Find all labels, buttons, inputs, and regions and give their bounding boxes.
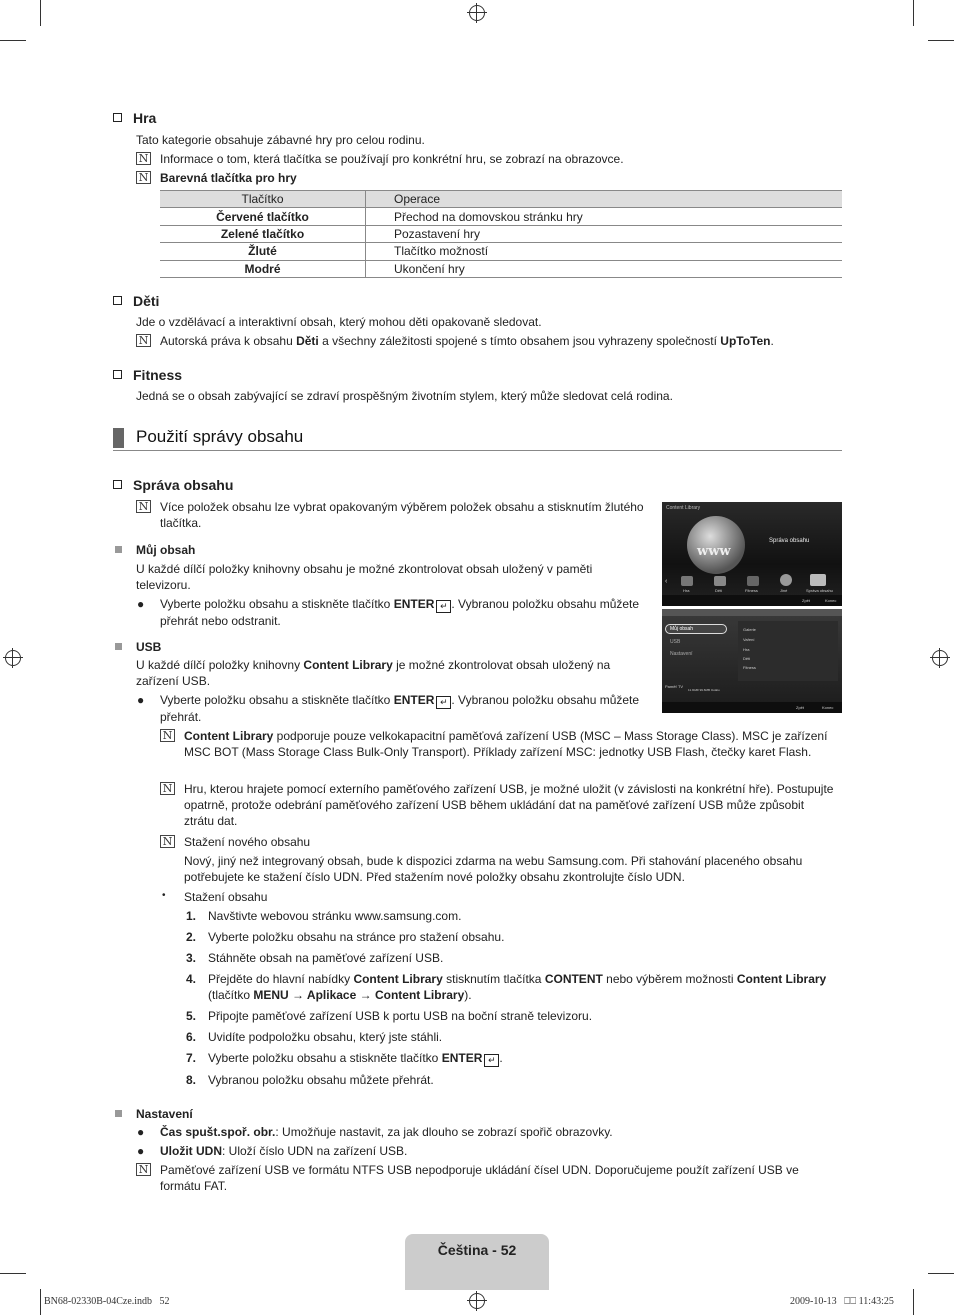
deti-desc: Jde o vzdělávací a interaktivní obsah, který mohou děti opakovaně sledovat. — [136, 315, 542, 329]
bullet-dot: ● — [137, 1144, 145, 1158]
item-icon — [681, 576, 693, 586]
bullet-small: • — [162, 890, 166, 901]
table-row — [160, 260, 842, 277]
heading-fitness: Fitness — [113, 366, 182, 384]
back-hint: Zpět — [796, 705, 805, 710]
menu-item: Můj obsah — [670, 626, 694, 632]
exit-hint: Konec — [825, 598, 837, 603]
enter-icon: ↵ — [484, 1054, 499, 1067]
registration-mark-icon — [5, 650, 21, 666]
heading-deti: Děti — [113, 292, 159, 310]
tv-screenshot-content-library — [662, 502, 842, 606]
item-icon — [780, 574, 792, 586]
note-icon: N — [136, 1163, 151, 1176]
checkbox-bullet-icon — [113, 113, 122, 122]
date-info: 2009-10-13 ⎕⎕ 11:43:25 — [790, 1296, 894, 1307]
deti-note: Autorská práva k obsahu Děti a všechny záležitosti spojené s tímto obsahem jsou vyhrazeny společností UpToTen. — [160, 334, 774, 348]
list-item: Galerie — [743, 627, 756, 632]
enter-icon: ↵ — [436, 696, 451, 709]
memory-label: Paměť TV — [665, 684, 684, 689]
sprava-note: Více položek obsahu lze vybrat opakovaným výběrem položek obsahu a stisknutím žlutého tlačítka. — [160, 500, 644, 530]
table-header: Tlačítko — [160, 191, 366, 208]
muj-desc: U každé dílčí položky knihovny obsahu je možné zkontrolovat obsah uložený v paměti televizoru. — [136, 562, 593, 592]
table-cell: Žluté — [160, 243, 366, 260]
square-bullet-icon — [115, 1110, 122, 1117]
step-6: Uvidíte podpoložku obsahu, který jste stáhli. — [208, 1030, 443, 1044]
usb-desc: U každé dílčí položky knihovny Content Library je možné zkontrolovat obsah uložený na zařízení USB. — [136, 658, 611, 688]
page-number: Čeština - 52 — [437, 1242, 517, 1258]
table-header: Operace — [366, 191, 843, 208]
bullet-dot: ● — [137, 1125, 145, 1139]
item-label: Děti — [715, 588, 723, 593]
item-icon — [714, 576, 726, 586]
screen-header: Content Library — [666, 505, 701, 511]
list-item: Vaření — [743, 637, 755, 642]
step-number: 3. — [186, 951, 197, 965]
enter-icon: ↵ — [436, 600, 451, 613]
table-header-row — [160, 191, 842, 208]
item-label: Fitness — [745, 588, 758, 593]
nastaveni-bullet-1: Čas spušt.spoř. obr.: Umožňuje nastavit, za jak dlouho se zobrazí spořič obrazovky. — [160, 1125, 613, 1139]
menu-item: Nastavení — [670, 651, 693, 657]
note-icon: N — [136, 334, 151, 347]
heading-hra: Hra — [113, 109, 156, 127]
table-cell: Ukončení hry — [366, 260, 843, 277]
square-bullet-icon — [115, 546, 122, 553]
crop-mark — [0, 40, 26, 41]
crop-mark — [40, 1289, 41, 1315]
usb-note-3-text: Nový, jiný než integrovaný obsah, bude k dispozici zdarma na webu Samsung.com. Při stahování placeného obsahu potřebujete ke stažení číslo UDN. Před stažením nové položky obsahu zkontrolujte číslo UDN. — [184, 854, 803, 884]
step-number: 2. — [186, 930, 197, 944]
back-hint: Zpět — [802, 598, 811, 603]
usb-note-1: Content Library podporuje pouze velkokapacitní paměťová zařízení USB (MSC – Mass Storage Class). MSC je zařízení MSC BOT (Mass Storage Class Bulk-Only Transport). Příklady zařízení MSC: jednotky USB Flash, čtečky karet Flash. — [184, 729, 828, 759]
exit-hint: Konec — [822, 705, 834, 710]
list-item: Děti — [743, 656, 751, 661]
list-item: Fitness — [743, 665, 756, 670]
table-cell: Tlačítko možností — [366, 243, 843, 260]
square-bullet-icon — [115, 643, 122, 650]
item-label: Správa obsahu — [806, 588, 833, 593]
table-row — [160, 243, 842, 260]
file-info: BN68-02330B-04Cze.indb 52 — [44, 1296, 170, 1307]
table-cell: Modré — [160, 260, 366, 277]
note-icon: N — [136, 171, 151, 184]
checkbox-bullet-icon — [113, 480, 122, 489]
step-5: Připojte paměťové zařízení USB k portu USB na boční straně televizoru. — [208, 1009, 593, 1023]
nastaveni-note: Paměťové zařízení USB ve formátu NTFS USB nepodporuje ukládání čísel UDN. Doporučujeme použít zařízení USB ve formátu FAT. — [160, 1163, 799, 1193]
note-icon: N — [160, 729, 175, 742]
step-number: 8. — [186, 1073, 197, 1087]
table-cell: Červené tlačítko — [160, 208, 366, 225]
heading-muj-obsah: Můj obsah — [136, 543, 196, 557]
registration-mark-icon — [469, 1293, 485, 1309]
fitness-desc: Jedná se o obsah zabývající se zdraví prospěšným životním stylem, který může sledovat celá rodina. — [136, 389, 673, 403]
heading-nastaveni: Nastavení — [136, 1107, 193, 1121]
step-number: 6. — [186, 1030, 197, 1044]
usb-note-2: Hru, kterou hrajete pomocí externího paměťového zařízení USB, je možné uložit (v závislosti na konkrétní hře). Postupujte opatrně, protože odebrání paměťového zařízení USB během ukládání dat na paměťové zařízení USB může způsobit ztrátu dat. — [184, 782, 834, 828]
registration-mark-icon — [932, 650, 948, 666]
item-icon — [747, 576, 759, 586]
table-cell: Pozastavení hry — [366, 225, 843, 242]
crop-mark — [0, 1273, 26, 1274]
crop-mark — [928, 40, 954, 41]
item-label: Jiné — [780, 588, 788, 593]
memory-value: 11.9GB/ 99.6MB Izolátu — [688, 688, 720, 692]
usb-bullet: Vyberte položku obsahu a stiskněte tlačítko ENTER ↵ . Vybranou položku obsahu můžete přehrát. — [160, 693, 640, 724]
checkbox-bullet-icon — [113, 370, 122, 379]
section-title — [113, 426, 842, 451]
color-buttons-table — [160, 190, 842, 278]
menu-item: USB — [670, 639, 681, 645]
screen-topbar — [662, 609, 842, 616]
hra-desc: Tato kategorie obsahuje zábavné hry pro celou rodinu. — [136, 133, 425, 147]
list-item: Hra — [743, 647, 750, 652]
download-subtitle: Stažení obsahu — [184, 890, 268, 904]
section-title-text: Použití správy obsahu — [136, 427, 304, 446]
step-2: Vyberte položku obsahu na stránce pro stažení obsahu. — [208, 930, 505, 944]
step-7: Vyberte položku obsahu a stiskněte tlačítko ENTER ↵ . — [208, 1051, 503, 1065]
step-number: 4. — [186, 972, 197, 986]
note-icon: N — [136, 500, 151, 513]
step-number: 1. — [186, 909, 197, 923]
step-3: Stáhněte obsah na paměťové zařízení USB. — [208, 951, 444, 965]
hra-note-2: Barevná tlačítka pro hry — [160, 171, 297, 185]
item-label: Hra — [683, 588, 690, 593]
note-icon: N — [160, 835, 175, 848]
muj-bullet: Vyberte položku obsahu a stiskněte tlačítko ENTER ↵ . Vybranou položku obsahu můžete přehrát nebo odstranit. — [160, 597, 640, 628]
section-bar — [113, 428, 124, 448]
note-icon: N — [136, 152, 151, 165]
bullet-dot: ● — [137, 693, 145, 707]
hra-note-1: Informace o tom, která tlačítka se používají pro konkrétní hru, se zobrazí na obrazovce. — [160, 152, 624, 166]
www-graphic: www — [697, 544, 731, 559]
page-number-box — [405, 1234, 549, 1290]
screen-label: Správa obsahu — [769, 538, 810, 544]
table-cell: Zelené tlačítko — [160, 225, 366, 242]
left-arrow-icon: ‹ — [665, 578, 668, 585]
table-row — [160, 208, 842, 225]
registration-mark-icon — [469, 5, 485, 21]
step-8: Vybranou položku obsahu můžete přehrát. — [208, 1073, 434, 1087]
tv-screenshot-my-content — [662, 609, 842, 713]
usb-note-3-title: Stažení nového obsahu — [184, 835, 311, 849]
crop-mark — [913, 1289, 914, 1315]
heading-usb: USB — [136, 640, 162, 654]
bullet-dot: ● — [137, 597, 145, 611]
nastaveni-bullet-2: Uložit UDN: Uloží číslo UDN na zařízení USB. — [160, 1144, 408, 1158]
bottom-bar — [662, 595, 842, 606]
crop-mark — [913, 0, 914, 26]
note-icon: N — [160, 782, 175, 795]
crop-mark — [928, 1273, 954, 1274]
step-1: Navštivte webovou stránku www.samsung.com. — [208, 909, 462, 923]
step-number: 5. — [186, 1009, 197, 1023]
bottom-bar — [662, 702, 842, 713]
heading-sprava-obsahu: Správa obsahu — [113, 476, 233, 494]
crop-mark — [40, 0, 41, 26]
step-number: 7. — [186, 1051, 197, 1065]
item-icon — [810, 574, 826, 586]
step-4: Přejděte do hlavní nabídky Content Library stisknutím tlačítka CONTENT nebo výběrem možnosti Content Library (tlačítko MENU → Aplikace → Content Library). — [208, 972, 827, 1002]
checkbox-bullet-icon — [113, 296, 122, 305]
table-cell: Přechod na domovskou stránku hry — [366, 208, 843, 225]
table-row — [160, 225, 842, 242]
